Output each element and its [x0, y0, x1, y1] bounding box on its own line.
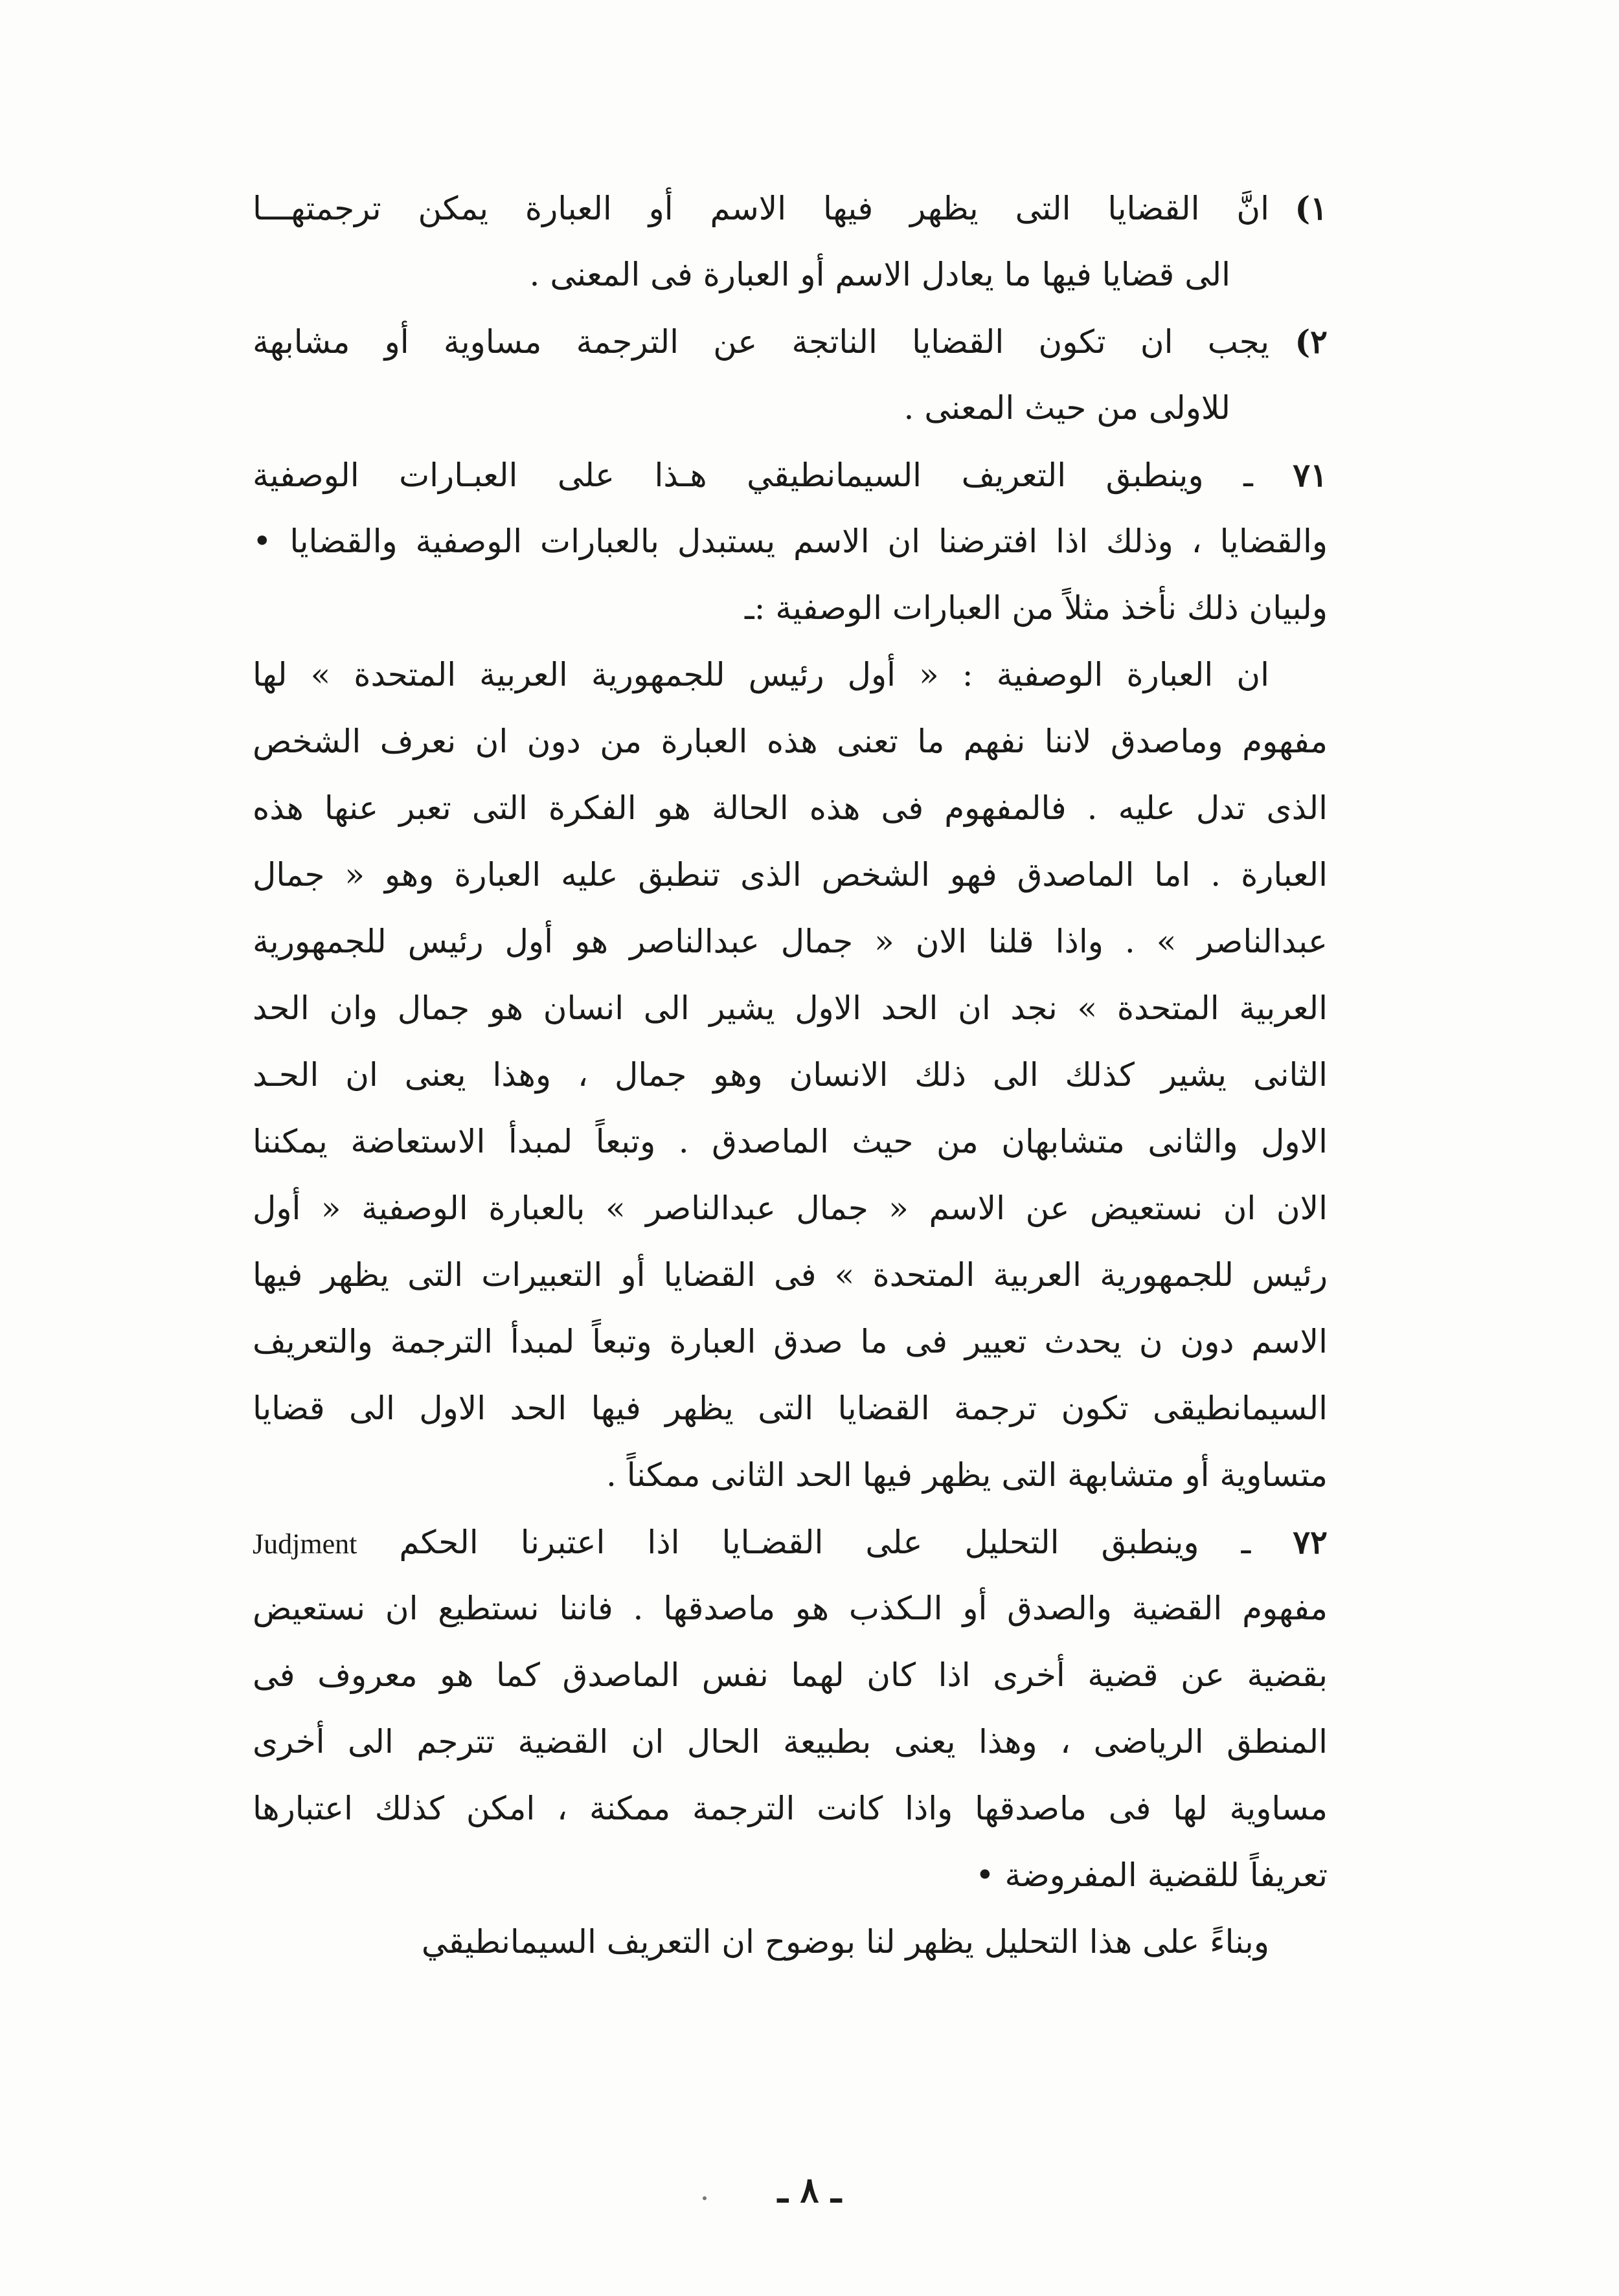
closing-paragraph-line-1: وبناءً على هذا التحليل يظهر لنا بوضوح ان التعريف السيمانطيقي: [421, 1923, 1269, 1961]
example-paragraph-line-1: ان العبارة الوصفية : « أول رئيس للجمهورية العربية المتحدة » لها: [253, 656, 1269, 693]
paragraph-number: ٧١: [1293, 456, 1328, 494]
example-paragraph-line-10: رئيس للجمهورية العربية المتحدة » فى القضايا أو التعبيرات التى يظهر فيها: [253, 1256, 1328, 1294]
example-paragraph-line-2: مفهوم وماصدق لاننا نفهم ما تعنى هذه العبارة من دون ان نعرف الشخص: [253, 723, 1328, 760]
list-item-2-line-1: ٢)يجب ان تكون القضايا الناتجة عن الترجمة مساوية أو مشابهة: [253, 308, 1328, 375]
list-item-1-line-2: الى قضايا فيها ما يعادل الاسم أو العبارة فى المعنى .: [529, 256, 1230, 293]
example-paragraph-line-3: الذى تدل عليه . فالمفهوم فى هذه الحالة هو الفكرة التى تعبر عنها هذه: [253, 789, 1328, 827]
example-paragraph-line-7: الثانى يشير كذلك الى ذلك الانسان وهو جمال ، وهذا يعنى ان الحـد: [253, 1056, 1328, 1094]
example-paragraph-line-11: الاسم دون ن يحدث تعيير فى ما صدق العبارة وتبعاً لمبدأ الترجمة والتعريف: [253, 1323, 1328, 1360]
page-number: ـ ٨ ـ: [777, 2169, 842, 2211]
paragraph-71-line-1: ٧١ ـ وينطبق التعريف السيمانطيقي هـذا على العبـارات الوصفية: [253, 456, 1328, 494]
example-paragraph-line-6: العربية المتحدة » نجد ان الحد الاول يشير الى انسان هو جمال وان الحد: [253, 989, 1328, 1027]
list-item-number: ٢): [1295, 322, 1328, 361]
paragraph-72-line-4: المنطق الرياضى ، وهذا يعنى بطبيعة الحال ان القضية تترجم الى أخرى: [253, 1723, 1328, 1761]
paragraph-72-line-3: بقضية عن قضية أخرى اذا كان لهما نفس الماصدق كما هو معروف فى: [253, 1656, 1328, 1694]
example-paragraph-line-12: السيمانطيقى تكون ترجمة القضايا التى يظهر فيها الحد الاول الى قضايا: [253, 1390, 1328, 1427]
paragraph-71-line-2: والقضايا ، وذلك اذا افترضنا ان الاسم يستبدل بالعبارات الوصفية والقضايا •: [253, 523, 1328, 560]
paragraph-number: ٧٢: [1293, 1523, 1328, 1561]
paragraph-72-line-1: ٧٢ ـ وينطبق التحليل على القضـايا اذا اعتبرنا الحكم Judjment: [253, 1523, 1328, 1561]
paragraph-71-line-3: ولبيان ذلك نأخذ مثلاً من العبارات الوصفية :ـ: [744, 589, 1328, 627]
example-paragraph-line-4: العبارة . اما الماصدق فهو الشخص الذى تنطبق عليه العبارة وهو « جمال: [253, 856, 1328, 894]
latin-term: Judjment: [253, 1528, 357, 1560]
ink-dot: [703, 2196, 707, 2200]
paragraph-72-line-2: مفهوم القضية والصدق أو الـكذب هو ماصدقها . فاننا نستطيع ان نستعيض: [253, 1590, 1328, 1627]
list-item-number: ١): [1295, 189, 1328, 227]
paragraph-72-line-5: مساوية لها فى ماصدقها واذا كانت الترجمة ممكنة ، امكن كذلك اعتبارها: [253, 1790, 1328, 1827]
example-paragraph-line-8: الاول والثانى متشابهان من حيث الماصدق . وتبعاً لمبدأ الاستعاضة يمكننا: [253, 1123, 1328, 1160]
example-paragraph-line-9: الان ان نستعيض عن الاسم « جمال عبدالناصر » بالعبارة الوصفية « أول: [253, 1189, 1328, 1227]
list-item-2-line-2: للاولى من حيث المعنى .: [903, 389, 1230, 427]
body-text: [253, 175, 1328, 1975]
list-item-1-line-1: ١)انَّ القضايا التى يظهر فيها الاسم أو العبارة يمكن ترجمتهـــا: [253, 175, 1328, 242]
example-paragraph-line-5: عبدالناصر » . واذا قلنا الان « جمال عبدالناصر هو أول رئيس للجمهورية: [253, 923, 1328, 960]
paragraph-72-line-6: تعريفاً للقضية المفروضة •: [975, 1856, 1328, 1894]
example-paragraph-line-13: متساوية أو متشابهة التى يظهر فيها الحد الثانى ممكناً .: [606, 1456, 1328, 1494]
